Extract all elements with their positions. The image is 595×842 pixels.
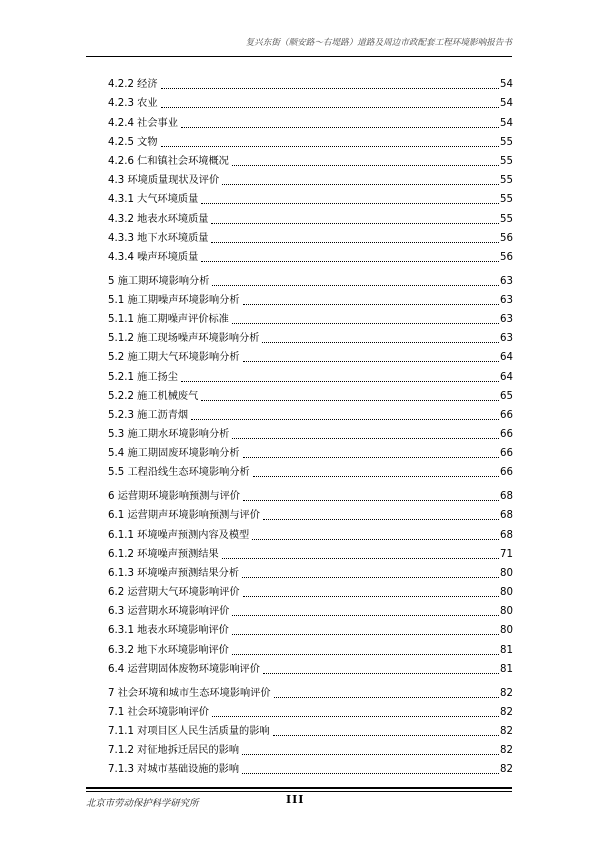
toc-dot-leader [181,126,499,128]
toc-entry[interactable] [108,484,513,503]
toc-entry-title: 5.1.2 施工现场噪声环境影响分析 [108,333,260,345]
toc-entry[interactable] [108,719,513,738]
toc-entry[interactable] [108,680,513,699]
toc-entry-page: 54 [500,117,513,129]
toc-entry-page: 68 [500,491,513,503]
toc-section-group [108,268,513,479]
toc-entry-page: 63 [500,294,513,306]
toc-entry-title: 6.1 运营期声环境影响预测与评价 [108,510,260,522]
toc-entry-page: 63 [500,313,513,325]
toc-entry-page: 66 [500,429,513,441]
toc-section-group [108,484,513,676]
toc-entry-page: 56 [500,232,513,244]
toc-entry-page: 80 [500,587,513,599]
toc-dot-leader [212,715,499,717]
toc-entry-page: 55 [500,175,513,187]
toc-dot-leader [252,538,499,540]
toc-entry-page: 80 [500,606,513,618]
toc-entry-title: 4.3.2 地表水环境质量 [108,213,209,225]
toc-dot-leader [232,653,499,655]
toc-entry[interactable] [108,599,513,618]
toc-entry-page: 66 [500,448,513,460]
toc-entry-title: 6 运营期环境影响预测与评价 [108,491,240,503]
toc-entry-title: 7.1.3 对城市基础设施的影响 [108,764,240,776]
toc-dot-leader [232,633,499,635]
toc-dot-leader [253,475,499,477]
toc-dot-leader [222,183,499,185]
toc-entry[interactable] [108,226,513,245]
toc-dot-leader [212,284,499,286]
running-header: 复兴东街（顺安路～右堤路）道路及周边市政配套工程环境影响报告书 [245,38,512,48]
toc-entry-title: 6.3 运营期水环境影响评价 [108,606,230,618]
toc-entry[interactable] [108,700,513,719]
toc-entry-title: 5.4 施工期固废环境影响分析 [108,448,240,460]
footer-rule-thin [86,791,512,792]
toc-entry-title: 4.2.5 文物 [108,136,158,148]
toc-entry-title: 5.1 施工期噪声环境影响分析 [108,294,240,306]
toc-entry-page: 55 [500,213,513,225]
toc-entry-title: 5.2 施工期大气环境影响分析 [108,352,240,364]
toc-entry-title: 5.2.1 施工扬尘 [108,371,178,383]
toc-dot-leader [242,772,499,774]
toc-entry[interactable] [108,206,513,225]
toc-dot-leader [243,595,500,597]
toc-entry-title: 7 社会环境和城市生态环境影响评价 [108,687,271,699]
toc-entry-page: 82 [500,764,513,776]
toc-entry[interactable] [108,441,513,460]
toc-dot-leader [161,87,499,89]
footer-rule-thick [86,787,512,789]
toc-entry-page: 64 [500,352,513,364]
toc-entry[interactable] [108,168,513,187]
toc-entry-title: 4.2.3 农业 [108,98,158,110]
toc-entry-title: 5.3 施工期水环境影响分析 [108,429,230,441]
toc-dot-leader [201,202,499,204]
toc-entry-page: 65 [500,390,513,402]
toc-entry-title: 7.1.2 对征地拆迁居民的影响 [108,745,240,757]
toc-entry-title: 6.3.2 地下水环境影响评价 [108,644,229,656]
toc-entry-title: 6.1.2 环境噪声预测结果 [108,548,219,560]
toc-entry[interactable] [108,288,513,307]
toc-dot-leader [201,260,499,262]
toc-entry-title: 4.2.6 仁和镇社会环境概况 [108,155,229,167]
table-of-contents [108,72,513,781]
toc-entry[interactable] [108,403,513,422]
toc-dot-leader [274,696,500,698]
toc-entry[interactable] [108,245,513,264]
toc-entry-page: 55 [500,136,513,148]
toc-entry[interactable] [108,187,513,206]
toc-entry-title: 6.3.1 地表水环境影响评价 [108,625,229,637]
toc-entry-page: 82 [500,725,513,737]
toc-entry[interactable] [108,384,513,403]
toc-dot-leader [232,164,499,166]
toc-dot-leader [243,499,499,501]
toc-entry[interactable] [108,149,513,168]
toc-entry[interactable] [108,522,513,541]
toc-dot-leader [232,614,499,616]
toc-dot-leader [242,753,499,755]
toc-entry-page: 54 [500,79,513,91]
toc-entry[interactable] [108,618,513,637]
toc-entry-page: 82 [500,687,513,699]
toc-entry-title: 4.3 环境质量现状及评价 [108,175,220,187]
toc-entry-page: 81 [500,663,513,675]
toc-dot-leader [211,222,499,224]
toc-entry[interactable] [108,460,513,479]
toc-entry-title: 4.2.2 经济 [108,79,158,91]
toc-entry[interactable] [108,307,513,326]
toc-dot-leader [243,303,500,305]
toc-entry-title: 6.4 运营期固体废物环境影响评价 [108,663,260,675]
toc-entry[interactable] [108,72,513,91]
header-rule [86,56,512,57]
toc-entry-page: 80 [500,567,513,579]
toc-entry-title: 6.2 运营期大气环境影响评价 [108,587,240,599]
toc-entry[interactable] [108,110,513,129]
toc-entry-title: 5.2.2 施工机械废气 [108,390,199,402]
toc-entry-page: 64 [500,371,513,383]
toc-dot-leader [263,518,499,520]
toc-entry-title: 5.2.3 施工沥青烟 [108,409,189,421]
toc-dot-leader [191,418,499,420]
footer-page-number: III [286,793,305,806]
toc-entry-page: 63 [500,275,513,287]
toc-entry-page: 54 [500,98,513,110]
toc-entry-page: 68 [500,510,513,522]
toc-entry-page: 82 [500,745,513,757]
toc-entry[interactable] [108,130,513,149]
toc-entry-title: 5 施工期环境影响分析 [108,275,210,287]
toc-entry-page: 68 [500,529,513,541]
toc-entry[interactable] [108,326,513,345]
toc-section-group [108,680,513,776]
toc-entry-page: 55 [500,155,513,167]
toc-entry[interactable] [108,364,513,383]
toc-dot-leader [222,557,499,559]
toc-entry-page: 71 [500,548,513,560]
toc-entry-page: 81 [500,644,513,656]
toc-entry-title: 4.3.4 噪声环境质量 [108,251,199,263]
toc-entry-title: 6.1.1 环境噪声预测内容及模型 [108,529,250,541]
toc-entry[interactable] [108,657,513,676]
toc-entry-title: 7.1.1 对项目区人民生活质量的影响 [108,725,270,737]
toc-entry[interactable] [108,738,513,757]
toc-dot-leader [273,734,499,736]
toc-entry-title: 4.2.4 社会事业 [108,117,178,129]
toc-entry[interactable] [108,422,513,441]
toc-entry-page: 56 [500,251,513,263]
toc-dot-leader [161,145,499,147]
toc-dot-leader [232,437,499,439]
toc-entry[interactable] [108,91,513,110]
toc-entry-page: 66 [500,467,513,479]
toc-entry[interactable] [108,542,513,561]
footer-organization: 北京市劳动保护科学研究所 [86,798,199,809]
toc-entry-page: 66 [500,409,513,421]
toc-entry-page: 63 [500,333,513,345]
toc-entry[interactable] [108,580,513,599]
toc-dot-leader [211,241,499,243]
toc-dot-leader [201,399,499,401]
toc-entry[interactable] [108,345,513,364]
toc-entry-title: 4.3.3 地下水环境质量 [108,232,209,244]
toc-entry-page: 82 [500,706,513,718]
toc-entry-page: 80 [500,625,513,637]
toc-section-group [108,72,513,264]
toc-dot-leader [262,341,499,343]
toc-dot-leader [242,576,499,578]
toc-entry[interactable] [108,503,513,522]
toc-entry-page: 55 [500,194,513,206]
toc-dot-leader [232,322,499,324]
toc-entry[interactable] [108,637,513,656]
toc-entry-title: 7.1 社会环境影响评价 [108,706,209,718]
toc-entry-title: 6.1.3 环境噪声预测结果分析 [108,567,240,579]
toc-dot-leader [243,360,500,362]
toc-dot-leader [161,106,499,108]
toc-dot-leader [263,672,499,674]
toc-entry-title: 5.1.1 施工期噪声评价标准 [108,313,229,325]
toc-entry[interactable] [108,268,513,287]
toc-entry[interactable] [108,561,513,580]
toc-entry[interactable] [108,757,513,776]
toc-entry-title: 4.3.1 大气环境质量 [108,194,199,206]
toc-dot-leader [243,456,500,458]
toc-entry-title: 5.5 工程沿线生态环境影响分析 [108,467,250,479]
toc-dot-leader [181,380,499,382]
